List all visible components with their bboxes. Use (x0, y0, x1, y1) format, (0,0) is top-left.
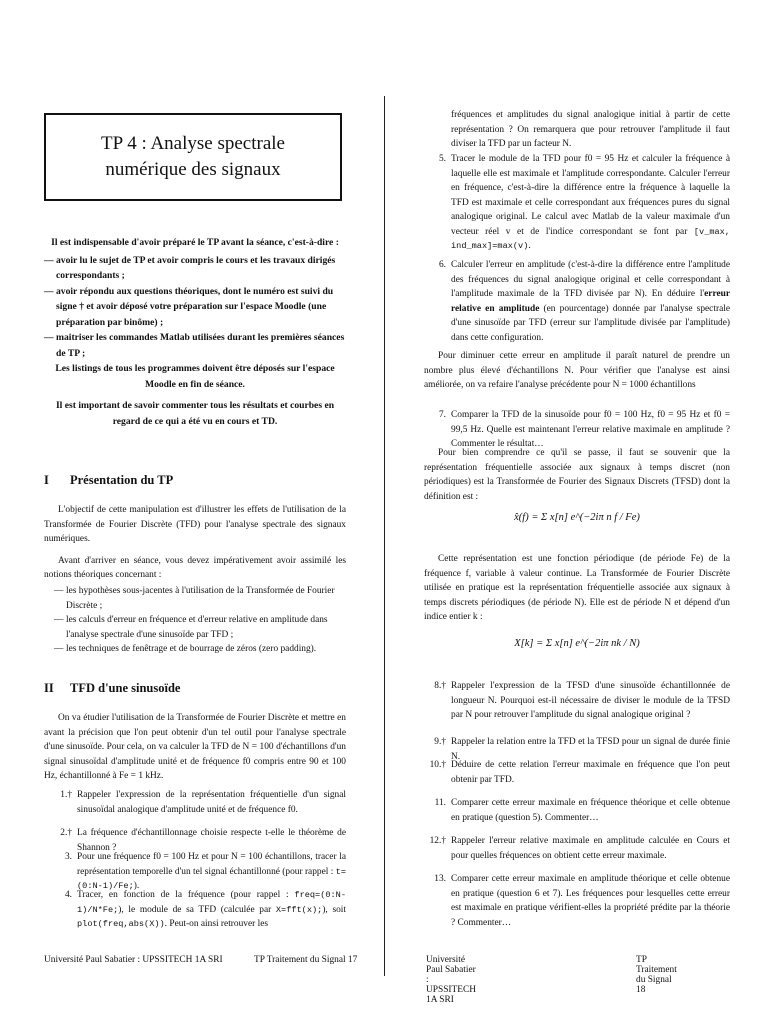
paragraph: L'objectif de cette manipulation est d'illustrer les effets de l'utilisation de la Transformée de Fourier Discrète (TFD) pour l'analyse spectrale des signaux numériques. (44, 505, 346, 544)
question-13: 13. Comparer cette erreur maximale en amplitude théorique et celle obtenue en pratique (question 6 et 7). Les fréquences pour lesquelles cette erreur est maximale en pratique vérifient-elles la propriété prédite par la théorie ? Commenter… (434, 874, 730, 928)
paragraph: On va étudier l'utilisation de la Transformée de Fourier Discrète et mettre en avant la précision que l'on peut obtenir d'un tel outil pour l'analyse spectrale d'une sinusoïde. Pour cela, on va calculer la TFD de N = 100 d'échantillons d'un signal sinusoïdal d'amplitude unité et de fréquence f0 compris entre 90 et 100 Hz, échantillonné à Fe = 1 kHz. (44, 713, 346, 781)
intro-important: Il est important de savoir commenter tous les résultats et courbes en regard de ce qui a été vu en cours et TD. (55, 400, 335, 427)
bold-term: erreur relative en amplitude (451, 289, 730, 314)
section-number: I (44, 473, 49, 487)
code-snippet: t=(0:N-1)/Fe; (77, 866, 346, 891)
footer-page-number: TP Traitement du Signal 17 (254, 955, 358, 965)
footer-left: Université Paul Sabatier : UPSSITECH 1A SRI (426, 955, 477, 1005)
intro-item: — avoir lu le sujet de TP et avoir compris le cours et les travaux dirigés correspondants ; (44, 253, 346, 284)
question-12: 12.† Rappeler l'erreur relative maximale en amplitude calculée en Cours et pour quelles fréquences on obtient cette erreur maximale. (429, 836, 730, 861)
question-2: 2.† La fréquence d'échantillonnage choisie respecte t-elle le théorème de Shannon ? (60, 828, 346, 853)
question-8: 8.† Rappeler l'expression de la TFSD d'une sinusoïde échantillonnée de longueur N. Pourquoi est-il nécessaire de diviser le module de la TFSD par N pour retrouver l'amplitude du signal analogique original ? (434, 681, 730, 720)
code-snippet: plot(freq,abs(X)) (77, 919, 165, 929)
question-1: 1.† Rappeler l'expression de la représentation fréquentielle d'un signal sinusoïdal analogique d'amplitude unité et de fréquence f0. (60, 790, 346, 815)
intro-listings: Les listings de tous les programmes doivent être déposés sur l'espace Moodle en fin de séance. (55, 363, 335, 390)
intro-lead: Il est indispensable d'avoir préparé le TP avant la séance, c'est-à-dire : (51, 237, 339, 248)
question-4-continued: fréquences et amplitudes du signal analogique initial à partir de cette représentation ? On remarquera que pour retrouver l'amplitude il faut diviser la TFD par un facteur N. (451, 110, 730, 149)
list-item: — les calculs d'erreur en fréquence et d'erreur relative en amplitude dans l'analyse spectrale d'une sinusoïde par TFD ; (54, 613, 346, 642)
question-7: 7. Comparer la TFD de la sinusoïde pour f0 = 100 Hz, f0 = 95 Hz et f0 = 99,5 Hz. Quelle est maintenant l'erreur relative maximale en amplitude ? Commenter le résultat… (438, 410, 730, 449)
code-snippet: X=fft(x); (275, 904, 323, 915)
list-item: — les techniques de fenêtrage et de bourrage de zéros (zero padding). (54, 642, 346, 657)
equation-tfd: X[k] = Σ x[n] e^(−2iπ nk / N) (514, 638, 640, 649)
list-item: — les hypothèses sous-jacentes à l'utilisation de la Transformée de Fourier Discrète ; (54, 584, 346, 613)
page-divider (384, 96, 385, 976)
question-5: 5. Tracer le module de la TFD pour f0 = 95 Hz et calculer la fréquence à laquelle elle est maximale et l'amplitude correspondante. Calculer l'erreur en fréquence, c'est-à-dire la différence entre la fréquence à laquelle la TFD est maximale et celle correspondant aux fréquences pures du signal analogique original. Le calcul avec Matlab de la valeur maximale d'un vecteur réel v et de l'indice correspondant se font par [v_max, ind_max]=max(v). (438, 154, 730, 251)
footer-page-number: TP Traitement du Signal 18 (636, 955, 677, 995)
paragraph-tfsd: Pour bien comprendre ce qu'il se passe, il faut se souvenir que la représentation fréquentielle associée aux signaux à temps discret (non périodiques) est la Transformée de Fourier des Signaux Discrets (TFSD) dont la définition est : (424, 448, 730, 502)
question-10: 10.† Déduire de cette relation l'erreur maximale en fréquence que l'on peut obtenir par TFD. (429, 760, 730, 785)
intro-item: — maitriser les commandes Matlab utilisées durant les premières séances de TP ; (44, 330, 346, 361)
title-text: TP 4 : Analyse spectrale numérique des signaux (101, 133, 285, 180)
footer-left: Université Paul Sabatier : UPSSITECH 1A SRI (44, 955, 223, 965)
paragraph-more-samples: Pour diminuer cette erreur en amplitude il paraît naturel de prendre un nombre plus élevé d'échantillons N. Pour vérifier que l'analyse est ainsi améliorée, on va refaire l'analyse précédente pour N = 1000 échantillons (424, 351, 730, 390)
section-title: TFD d'une sinusoïde (70, 681, 181, 695)
paragraph-tfd: Cette représentation est une fonction périodique (de période Fe) de la fréquence f, variable à valeur continue. La Transformée de Fourier Discrète utilisée en pratique est la représentation fréquentielle associée aux signaux à temps discrets périodiques (de période N). Elle est de période N et dépend d'un indice entier k : (424, 554, 730, 622)
question-3: 3. Pour une fréquence f0 = 100 Hz et pour N = 100 échantillons, tracer la représentation temporelle d'un tel signal échantillonné (pour rappel : t=(0:N-1)/Fe;). (64, 852, 346, 891)
paragraph: Avant d'arriver en séance, vous devez impérativement avoir assimilé les notions théoriques concernant : (44, 555, 346, 580)
code-snippet: [v_max, ind_max]=max(v) (451, 226, 730, 251)
equation-tfsd: x̂(f) = Σ x[n] e^(−2iπ n f / Fe) (514, 512, 640, 523)
section-title: Présentation du TP (70, 473, 174, 487)
section-number: II (44, 681, 54, 695)
question-6: 6. Calculer l'erreur en amplitude (c'est-à-dire la différence entre l'amplitude des fréquences du signal analogique original et celle correspondant à l'amplitude maximale de la TFD divisée par N). En déduire l'erreur relative en amplitude (en pourcentage) donnée par l'analyse spectrale d'une sinusoïde par TFD (erreur sur l'amplitude divisée par l'amplitude) dans cette configuration. (438, 260, 730, 343)
code-snippet: freq=(0:N-1)/N*Fe; (77, 890, 346, 915)
question-4: 4. Tracer, en fonction de la fréquence (pour rappel : freq=(0:N-1)/N*Fe;), le module de sa TFD (calculée par X=fft(x);), soit plot(freq,abs(X)). Peut-on ainsi retrouver les (64, 890, 346, 929)
question-9: 9.† Rappeler la relation entre la TFD et la TFSD pour un signal de durée finie N. (434, 737, 730, 762)
question-11: 11. Comparer cette erreur maximale en fréquence théorique et celle obtenue en pratique (question 5). Commenter… (434, 798, 730, 823)
intro-item: — avoir répondu aux questions théoriques, dont le numéro est suivi du signe † et avoir déposé votre préparation sur l'espace Moodle (une préparation par binôme) ; (44, 284, 346, 331)
